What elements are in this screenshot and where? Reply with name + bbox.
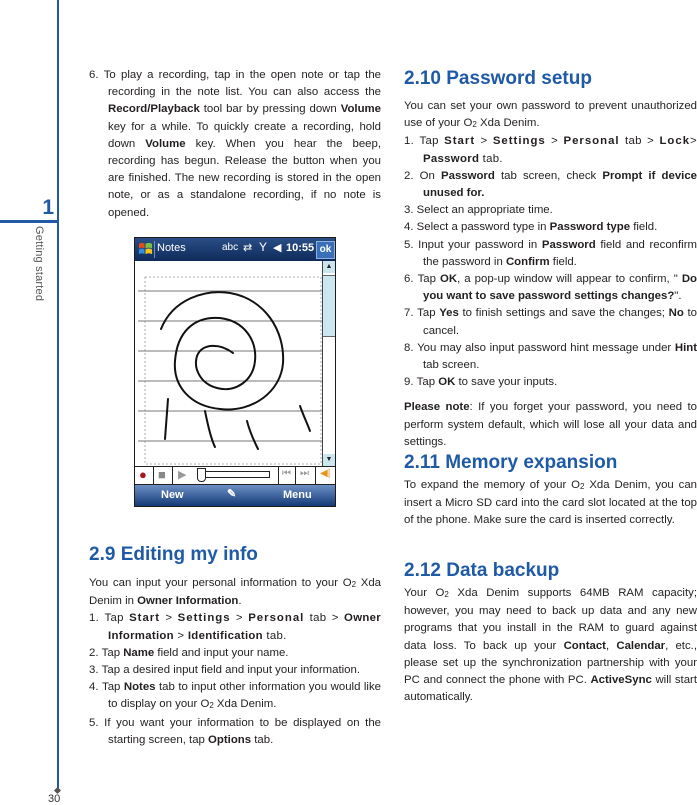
section-2-10 xyxy=(404,67,697,451)
device-screenshot xyxy=(134,237,336,507)
softkey-new[interactable]: New xyxy=(161,489,184,501)
step-7: 7. Tap Yes to finish settings and save the changes; No to cancel. xyxy=(404,307,697,337)
section-intro: You can set your own password to prevent unauthorized use of your O2 Xda Denim. xyxy=(404,100,697,130)
step-5: 5. If you want your information to be displayed on the starting screen, tap Options tab. xyxy=(89,716,382,746)
clock[interactable]: 10:55 xyxy=(286,242,315,254)
step-6: 6. Tap OK, a pop-up window will appear to confirm, " Do you want to save password settings changes?". xyxy=(404,273,697,303)
section-body: To expand the memory of your O2 Xda Denim, you can insert a Micro SD card into the card slot located at the top of the phone. Make sure the card is inserted correctly. xyxy=(404,479,697,527)
title-bar xyxy=(135,238,335,261)
section-2-11 xyxy=(404,451,697,530)
step-5: 5. Input your password in Password field and reconfirm the password in Confirm field. xyxy=(404,238,697,268)
scroll-thumb[interactable] xyxy=(323,275,335,337)
step-1: 1. Tap Start > Settings > Personal tab > Lock> Password tab. xyxy=(404,135,697,165)
step-1: 1. Tap Start > Settings > Personal tab > Owner Information > Identification tab. xyxy=(89,612,381,642)
app-title: Notes xyxy=(157,242,186,254)
vertical-scrollbar[interactable] xyxy=(322,261,335,466)
slider-thumb[interactable] xyxy=(197,468,206,482)
position-slider[interactable] xyxy=(198,471,270,478)
step-2: 2. On Password tab screen, check Prompt if device unused for. xyxy=(404,169,697,200)
chapter-rule xyxy=(0,220,58,223)
step-2: 2. Tap Name field and input your name. xyxy=(89,646,289,659)
section-heading: 2.9 Editing my info xyxy=(89,544,258,565)
play-button[interactable] xyxy=(173,467,191,484)
note-canvas[interactable] xyxy=(135,261,322,466)
section-2-9 xyxy=(89,543,381,749)
ok-button[interactable]: ok xyxy=(316,241,335,259)
record-playback-toolbar xyxy=(135,466,335,485)
next-button[interactable] xyxy=(296,467,316,484)
section-2-12 xyxy=(404,559,697,706)
margin-rule xyxy=(57,0,59,790)
please-note: Please note: If you forget your password, you need to perform system default, which will lose all your data and settings. xyxy=(404,401,697,448)
page-number: 30 xyxy=(48,793,61,805)
speaker-icon: ◀| xyxy=(320,468,331,479)
record-icon: ● xyxy=(139,467,147,482)
scroll-up-icon[interactable]: ▲ xyxy=(323,261,335,273)
stop-icon: ■ xyxy=(158,467,166,482)
play-icon: ▶ xyxy=(178,469,187,481)
chapter-label: Getting started xyxy=(33,226,45,302)
section-heading: 2.12 Data backup xyxy=(404,560,560,581)
step-3: 3. Select an appropriate time. xyxy=(404,204,553,217)
chapter-number: 1 xyxy=(42,196,54,219)
soft-key-bar xyxy=(135,485,335,506)
input-mode-indicator[interactable]: abc xyxy=(222,242,239,253)
section-intro: You can input your personal information to your O2 Xda Denim in Owner Information. xyxy=(89,577,381,608)
previous-button[interactable] xyxy=(278,467,296,484)
next-icon: ⏭ xyxy=(300,468,309,479)
volume-button[interactable] xyxy=(316,467,335,484)
title-separator xyxy=(154,241,155,258)
stop-button[interactable] xyxy=(154,467,173,484)
scroll-down-icon[interactable]: ▼ xyxy=(323,454,335,466)
antenna-icon[interactable]: Y xyxy=(259,240,268,254)
speaker-icon[interactable]: ◀ xyxy=(273,242,282,254)
step-4: 4. Tap Notes tab to input other information you would like to display on your O2 Xda Denim. xyxy=(89,681,381,711)
section-heading: 2.10 Password setup xyxy=(404,68,592,89)
section-heading: 2.11 Memory expansion xyxy=(404,452,618,473)
softkey-menu[interactable]: Menu xyxy=(283,489,312,501)
step-3: 3. Tap a desired input field and input your information. xyxy=(89,664,361,677)
record-button[interactable] xyxy=(135,467,154,484)
handwriting-drawing xyxy=(135,261,322,466)
pen-input-icon[interactable]: ✎ xyxy=(227,488,237,500)
step-4: 4. Select a password type in Password type field. xyxy=(404,221,658,234)
section-body: Your O2 Xda Denim supports 64MB RAM capacity; however, you may need to back up data and any new programs that you install in the RAM to guard against data loss. To back up your Contact, Calendar, etc., please set up the synchronization partnership with your PC and connect the phone with PC. ActiveSync will start automatically. xyxy=(404,587,697,704)
step-6: 6. To play a recording, tap in the open note or tap the recording in the note list. You can also access the Record/Playback tool bar by pressing down Volume key for a while. To quickly create a recording, hold down Volume key. When you hear the beep, recording has begun. Release the button when you are finished. The new recording is stored in the open note, or as a standalone recording, if no note is opened. xyxy=(89,69,381,219)
left-column-top xyxy=(89,67,381,222)
previous-icon: ⏮ xyxy=(282,468,291,479)
step-8: 8. You may also input password hint message under Hint tab screen. xyxy=(404,341,697,372)
windows-start-icon[interactable] xyxy=(138,241,153,256)
step-9: 9. Tap OK to save your inputs. xyxy=(404,376,558,389)
sync-arrows-icon[interactable]: ⇄ xyxy=(243,242,253,254)
